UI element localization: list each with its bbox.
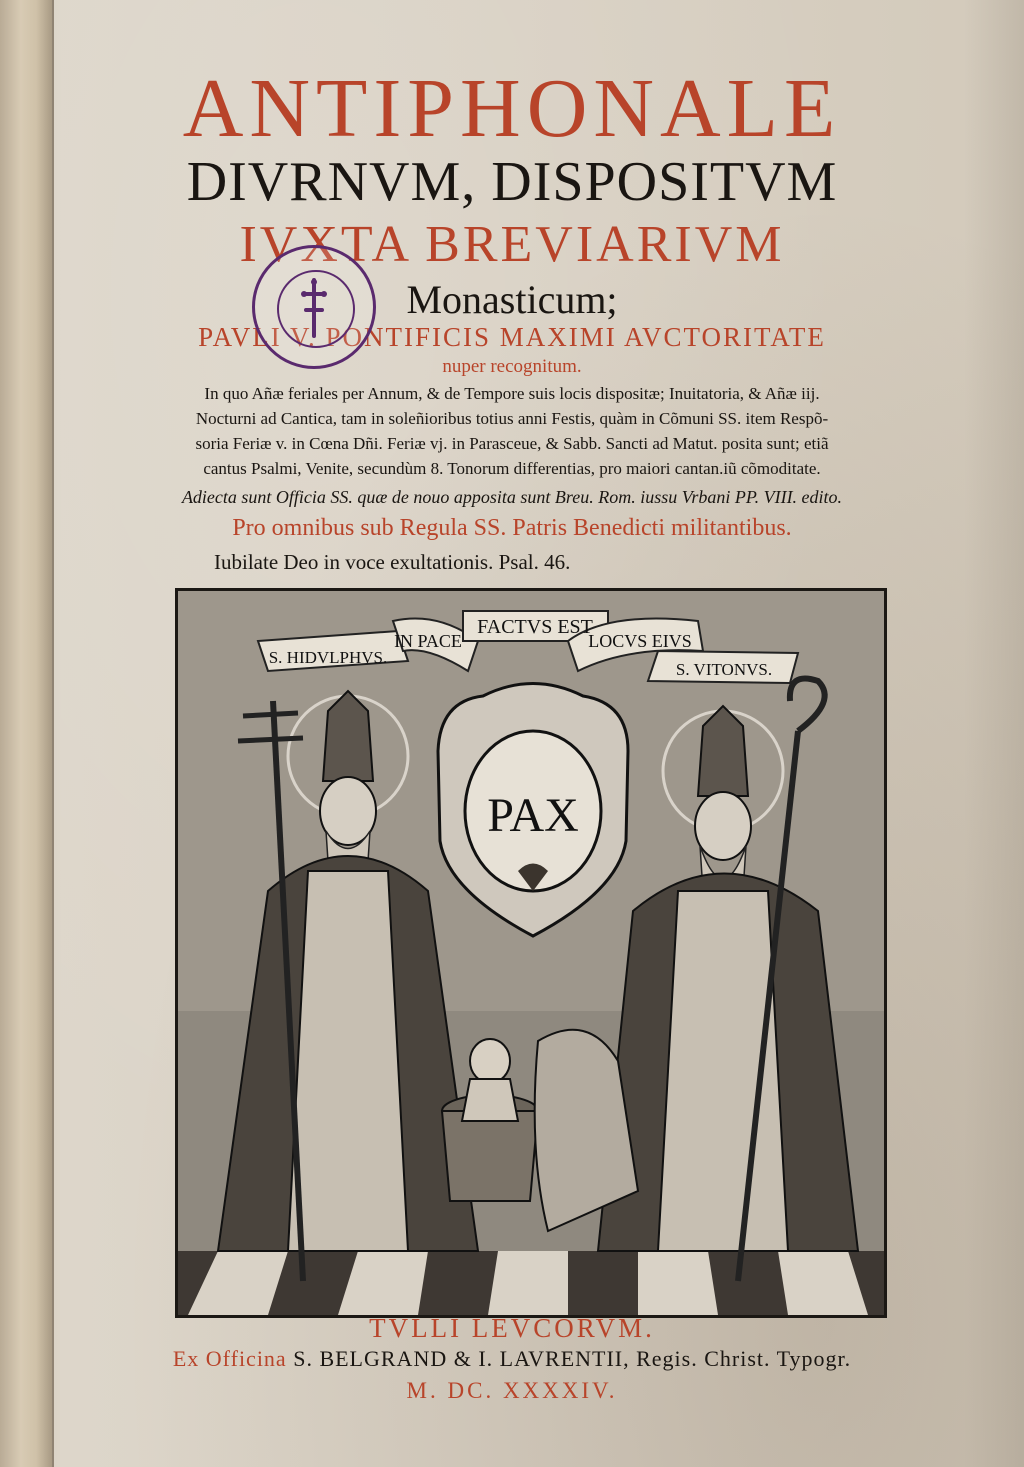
- imprint-officina: Ex Officina: [172, 1346, 287, 1371]
- imprint-line-2: [60, 1346, 964, 1372]
- saint-left-label: S. HIDVLPHVS.: [268, 648, 388, 667]
- title-line-6: nuper recognitum.: [442, 356, 582, 377]
- description-pro: Pro omnibus sub Regula SS. Patris Benedicti militantibus.: [232, 515, 792, 541]
- title-line-5: PAVLI V. PONTIFICIS MAXIMI AVCTORITATE: [198, 322, 826, 352]
- description-line-2: Nocturni ad Cantica, tam in soleñioribus totius anni Festis, quàm in Cõmuni SS. item Respõ-: [195, 409, 829, 428]
- imprint-line-1: TVLLI LEVCORVM.: [369, 1313, 655, 1343]
- imprint-printers: S. BELGRAND & I. LAVRENTII, Regis. Christ. Typogr.: [293, 1346, 852, 1371]
- description-line-3: soria Feriæ v. in Cœna Dñi. Feriæ vj. in Parasceue, & Sabb. Sancti ad Matut. posita sunt; etiã: [195, 434, 829, 453]
- description-line-4: cantus Psalmi, Venite, secundùm 8. Tonorum differentias, pro maiori cantan.iũ cõmoditate.: [203, 459, 821, 478]
- library-stamp: [252, 245, 376, 369]
- imprint-date: M. DC. XXXXIV.: [406, 1378, 618, 1403]
- shield-text: PAX: [487, 789, 579, 842]
- book-spine: [0, 0, 54, 1467]
- title-line-1: ANTIPHONALE: [182, 62, 842, 155]
- description-iubilate: Iubilate Deo in voce exultationis. Psal. 46.: [214, 550, 571, 574]
- title-line-3: IVXTA BREVIARIVM: [239, 216, 785, 273]
- cross-icon: [299, 276, 329, 340]
- banner-center-text: FACTVS EST: [477, 616, 593, 638]
- banner-right-text: LOCVS EIVS: [588, 631, 692, 651]
- engraving-frontispiece: [175, 588, 887, 1318]
- title-line-2: DIVRNVM, DISPOSITVM: [186, 151, 838, 213]
- page-edge: [964, 0, 1024, 1467]
- checkered-floor: [178, 1251, 884, 1315]
- description-italic: Adiecta sunt Officia SS. quæ de nouo apposita sunt Breu. Rom. iussu Vrbani PP. VIII. edito.: [181, 487, 843, 507]
- banner-left-text: IN PACE: [394, 631, 462, 651]
- title-line-4: Monasticum;: [406, 277, 618, 322]
- saint-right-label: S. VITONVS.: [675, 660, 773, 679]
- description-line-1: In quo Añæ feriales per Annum, & de Tempore suis locis dispositæ; Inuitatoria, & Añæ iij.: [204, 384, 820, 403]
